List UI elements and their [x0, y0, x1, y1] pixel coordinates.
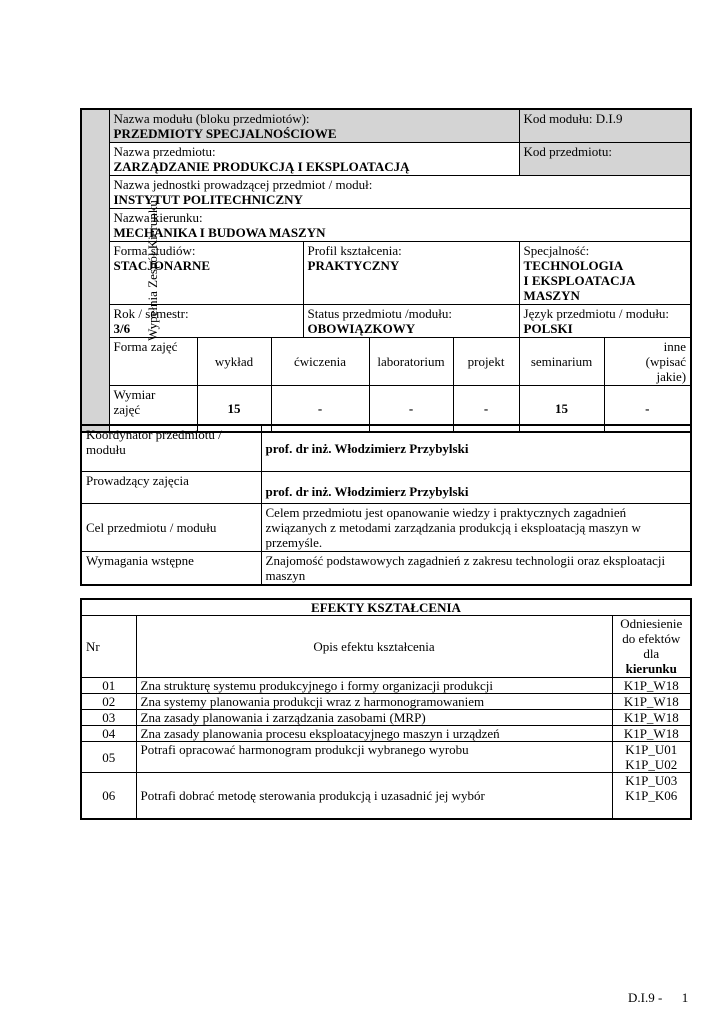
outcome-ref: K1P_W18: [612, 710, 691, 726]
outcome-nr: 06: [81, 773, 136, 819]
outcomes-title: EFEKTY KSZTAŁCENIA: [81, 599, 691, 616]
page-footer: [628, 990, 688, 1005]
outcome-desc: Zna zasady planowania i zarządzania zasobami (MRP): [136, 710, 612, 726]
outcome-desc: Zna systemy planowania produkcji wraz z harmonogramowaniem: [136, 694, 612, 710]
coordinator-label-line2: modułu: [86, 442, 126, 457]
module-info-table: [80, 108, 692, 433]
module-code-label: Kod modułu: D.I.9: [523, 111, 623, 126]
class-form-seminar: seminarium: [519, 338, 604, 386]
specialty-line2: I EKSPLOATACJA MASZYN: [523, 273, 635, 303]
module-name-cell: [109, 109, 519, 143]
outcome-nr: 05: [81, 742, 136, 773]
ref-head-line1: Odniesienie: [620, 616, 683, 631]
year: 3/6: [113, 321, 131, 336]
specialty-label: Specjalność:: [523, 243, 590, 258]
coordinator-label-line1: Koordynator przedmiotu /: [86, 427, 222, 442]
outcomes-col-ref: [612, 616, 691, 678]
outcome-nr: 04: [81, 726, 136, 742]
teacher-label: Prowadzący zajęcia: [81, 471, 261, 503]
unit-name: INSTYTUT POLITECHNICZNY: [113, 192, 303, 207]
goal-label: Cel przedmiotu / modułu: [81, 503, 261, 551]
prereq: Znajomość podstawowych zagadnień z zakresu technologii oraz eksploatacji maszyn: [261, 551, 691, 585]
language-label: Język przedmiotu / modułu:: [523, 306, 670, 321]
outcome-ref: [612, 742, 691, 773]
hours-exercises: -: [271, 386, 369, 432]
class-form-lecture: wykład: [197, 338, 271, 386]
details-table: [80, 424, 692, 586]
profile-cell: [303, 242, 519, 305]
study-form: STACJONARNE: [113, 258, 211, 273]
unit-label: Nazwa jednostki prowadzącej przedmiot / moduł:: [113, 177, 373, 192]
class-form-label: Forma zajęć: [113, 339, 178, 354]
class-form-exercises: ćwiczenia: [271, 338, 369, 386]
class-form-project: projekt: [453, 338, 519, 386]
ref-head-line2: do efektów: [622, 631, 681, 646]
outcome-ref-line2: K1P_K06: [625, 788, 678, 803]
prereq-label: Wymagania wstępne: [81, 551, 261, 585]
study-form-label: Forma studiów:: [113, 243, 196, 258]
outcome-ref-line1: K1P_U03: [625, 773, 678, 788]
profile: PRAKTYCZNY: [307, 258, 400, 273]
language-cell: [519, 305, 691, 338]
class-form-label-cell: [109, 338, 197, 386]
outcome-ref: K1P_W18: [612, 678, 691, 694]
coordinator: prof. dr inż. Włodzimierz Przybylski: [261, 425, 691, 471]
outcome-ref: K1P_W18: [612, 726, 691, 742]
outcome-ref-line2: K1P_U02: [625, 757, 678, 772]
module-code-cell: [519, 109, 691, 143]
class-other-line1: inne: [663, 339, 687, 354]
side-label: Wypełnia Zespół Kierunku: [144, 199, 160, 341]
teacher: prof. dr inż. Włodzimierz Przybylski: [261, 471, 691, 503]
hours-lecture: 15: [197, 386, 271, 432]
year-cell: [109, 305, 303, 338]
class-other-line3: jakie): [656, 369, 687, 384]
outcome-nr: 02: [81, 694, 136, 710]
specialty-line1: TECHNOLOGIA: [523, 258, 624, 273]
outcome-nr: 03: [81, 710, 136, 726]
coordinator-label-cell: [81, 425, 261, 471]
study-form-cell: [109, 242, 303, 305]
hours-seminar: 15: [519, 386, 604, 432]
outcome-ref: K1P_W18: [612, 694, 691, 710]
profile-label: Profil kształcenia:: [307, 243, 402, 258]
table-row: [81, 742, 691, 773]
outcomes-col-desc: Opis efektu kształcenia: [136, 616, 612, 678]
status-label: Status przedmiotu /modułu:: [307, 306, 452, 321]
class-form-lab: laboratorium: [369, 338, 453, 386]
outcome-desc: Potrafi dobrać metodę sterowania produkcją i uzasadnić jej wybór: [136, 773, 612, 819]
unit-cell: [109, 176, 691, 209]
table-row: [81, 773, 691, 819]
field-cell: [109, 209, 691, 242]
table-row: [81, 678, 691, 694]
module-name-label: Nazwa modułu (bloku przedmiotów):: [113, 111, 310, 126]
outcome-ref-line1: K1P_U01: [625, 742, 678, 757]
subject-name: ZARZĄDZANIE PRODUKCJĄ I EKSPLOATACJĄ: [113, 159, 410, 174]
subject-code-cell: [519, 143, 691, 176]
language: POLSKI: [523, 321, 573, 336]
outcome-ref: [612, 773, 691, 819]
year-label: Rok / semestr:: [113, 306, 189, 321]
outcomes-table: [80, 598, 692, 820]
class-other-line2: (wpisać: [645, 354, 687, 369]
status: OBOWIĄZKOWY: [307, 321, 416, 336]
outcome-desc: Zna zasady planowania procesu eksploatacyjnego maszyn i urządzeń: [136, 726, 612, 742]
status-cell: [303, 305, 519, 338]
table-row: [81, 694, 691, 710]
specialty-cell: [519, 242, 691, 305]
outcomes-col-nr: Nr: [81, 616, 136, 678]
outcome-desc: Zna strukturę systemu produkcyjnego i formy organizacji produkcji: [136, 678, 612, 694]
page-code: D.I.9 -: [628, 990, 663, 1005]
class-form-other: [604, 338, 691, 386]
ref-head-line4: kierunku: [625, 661, 677, 676]
module-name: PRZEDMIOTY SPECJALNOŚCIOWE: [113, 126, 337, 141]
field-name: MECHANIKA I BUDOWA MASZYN: [113, 225, 326, 240]
table-row: [81, 710, 691, 726]
subject-code-label: Kod przedmiotu:: [523, 144, 613, 159]
hours-label-line1: Wymiar: [113, 387, 156, 402]
hours-project: -: [453, 386, 519, 432]
hours-lab: -: [369, 386, 453, 432]
ref-head-line3: dla: [643, 646, 660, 661]
subject-name-label: Nazwa przedmiotu:: [113, 144, 216, 159]
table-row: [81, 726, 691, 742]
field-label: Nazwa kierunku:: [113, 210, 203, 225]
hours-other: -: [604, 386, 691, 432]
hours-label-line2: zajęć: [113, 402, 141, 417]
outcome-desc: Potrafi opracować harmonogram produkcji wybranego wyrobu: [136, 742, 612, 773]
subject-name-cell: [109, 143, 519, 176]
outcome-nr: 01: [81, 678, 136, 694]
page-number: 1: [681, 990, 689, 1005]
goal: Celem przedmiotu jest opanowanie wiedzy i praktycznych zagadnień związanych z metodami zarządzania produkcją i eksploatacją maszyn w przemyśle.: [261, 503, 691, 551]
